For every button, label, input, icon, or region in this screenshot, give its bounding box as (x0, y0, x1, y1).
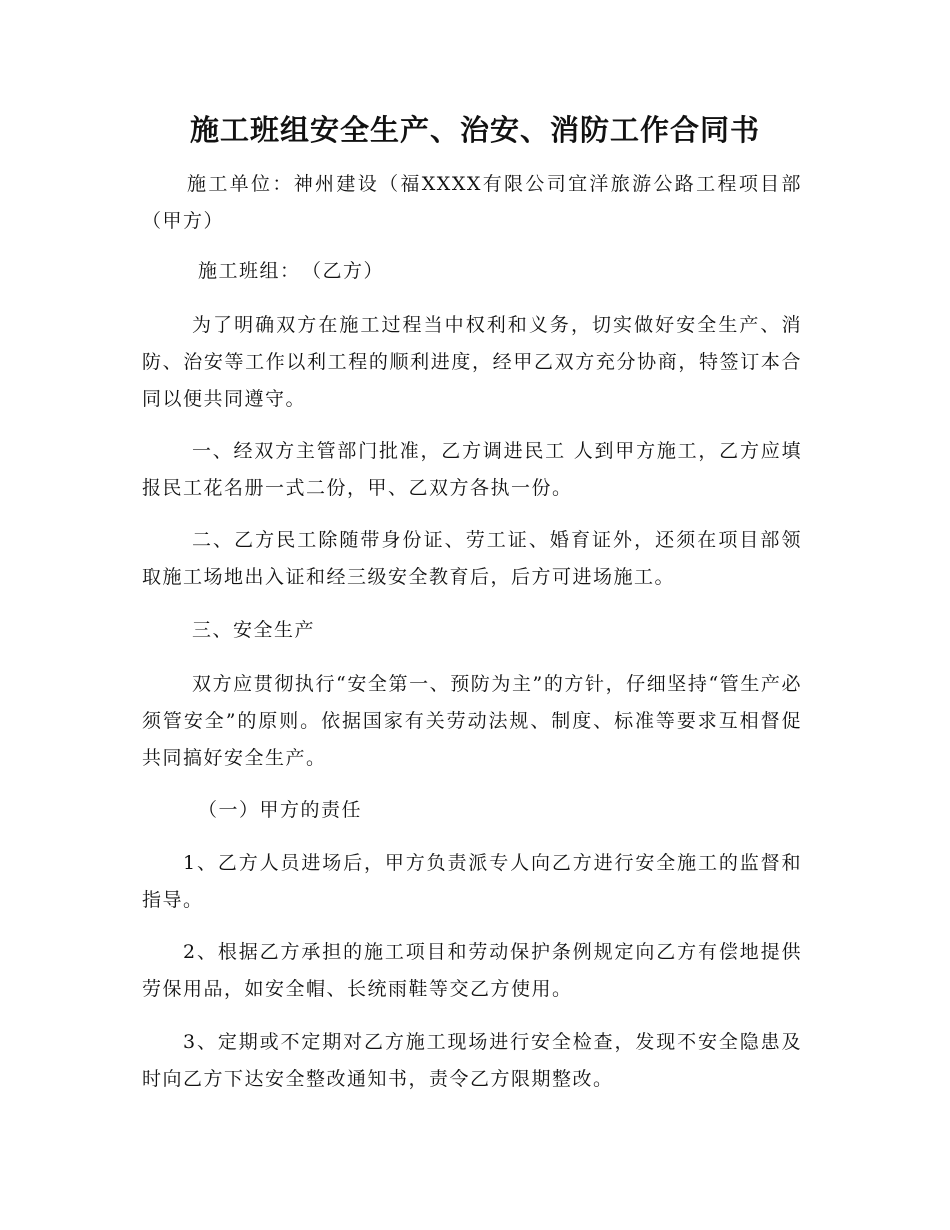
construction-unit-paragraph: 施工单位：神州建设（福XXXX有限公司宜洋旅游公路工程项目部（甲方） (142, 173, 802, 232)
responsibility-item-2: 2、根据乙方承担的施工项目和劳动保护条例规定向乙方有偿地提供劳保用品，如安全帽、长统雨鞋等交乙方使用。 (142, 941, 802, 1000)
construction-team-paragraph: 施工班组： （乙方） (198, 260, 385, 282)
responsibility-item-1: 1、乙方人员进场后，甲方负责派专人向乙方进行安全施工的监督和指导。 (142, 852, 802, 911)
party-a-responsibility-heading: （一）甲方的责任 (198, 799, 363, 821)
clause-three-heading: 三、安全生产 (192, 619, 316, 641)
clause-one-paragraph: 一、经双方主管部门批准，乙方调进民工 人到甲方施工，乙方应填报民工花名册一式二份，甲、乙双方各执一份。 (142, 440, 802, 499)
clause-two-paragraph: 二、乙方民工除随带身份证、劳工证、婚育证外，还须在项目部领取施工场地出入证和经三级安全教育后，后方可进场施工。 (142, 529, 802, 588)
document-title: 施工班组安全生产、治安、消防工作合同书 (189, 113, 760, 147)
purpose-paragraph: 为了明确双方在施工过程当中权利和义务，切实做好安全生产、消防、治安等工作以利工程的顺利进度，经甲乙双方充分协商，特签订本合同以便共同遵守。 (142, 314, 802, 410)
responsibility-item-3: 3、定期或不定期对乙方施工现场进行安全检查，发现不安全隐患及时向乙方下达安全整改通知书，责令乙方限期整改。 (142, 1031, 802, 1090)
safety-principle-paragraph: 双方应贯彻执行“安全第一、预防为主”的方针，仔细坚持“管生产必须管安全”的原则。依据国家有关劳动法规、制度、标准等要求互相督促共同搞好安全生产。 (142, 673, 802, 769)
